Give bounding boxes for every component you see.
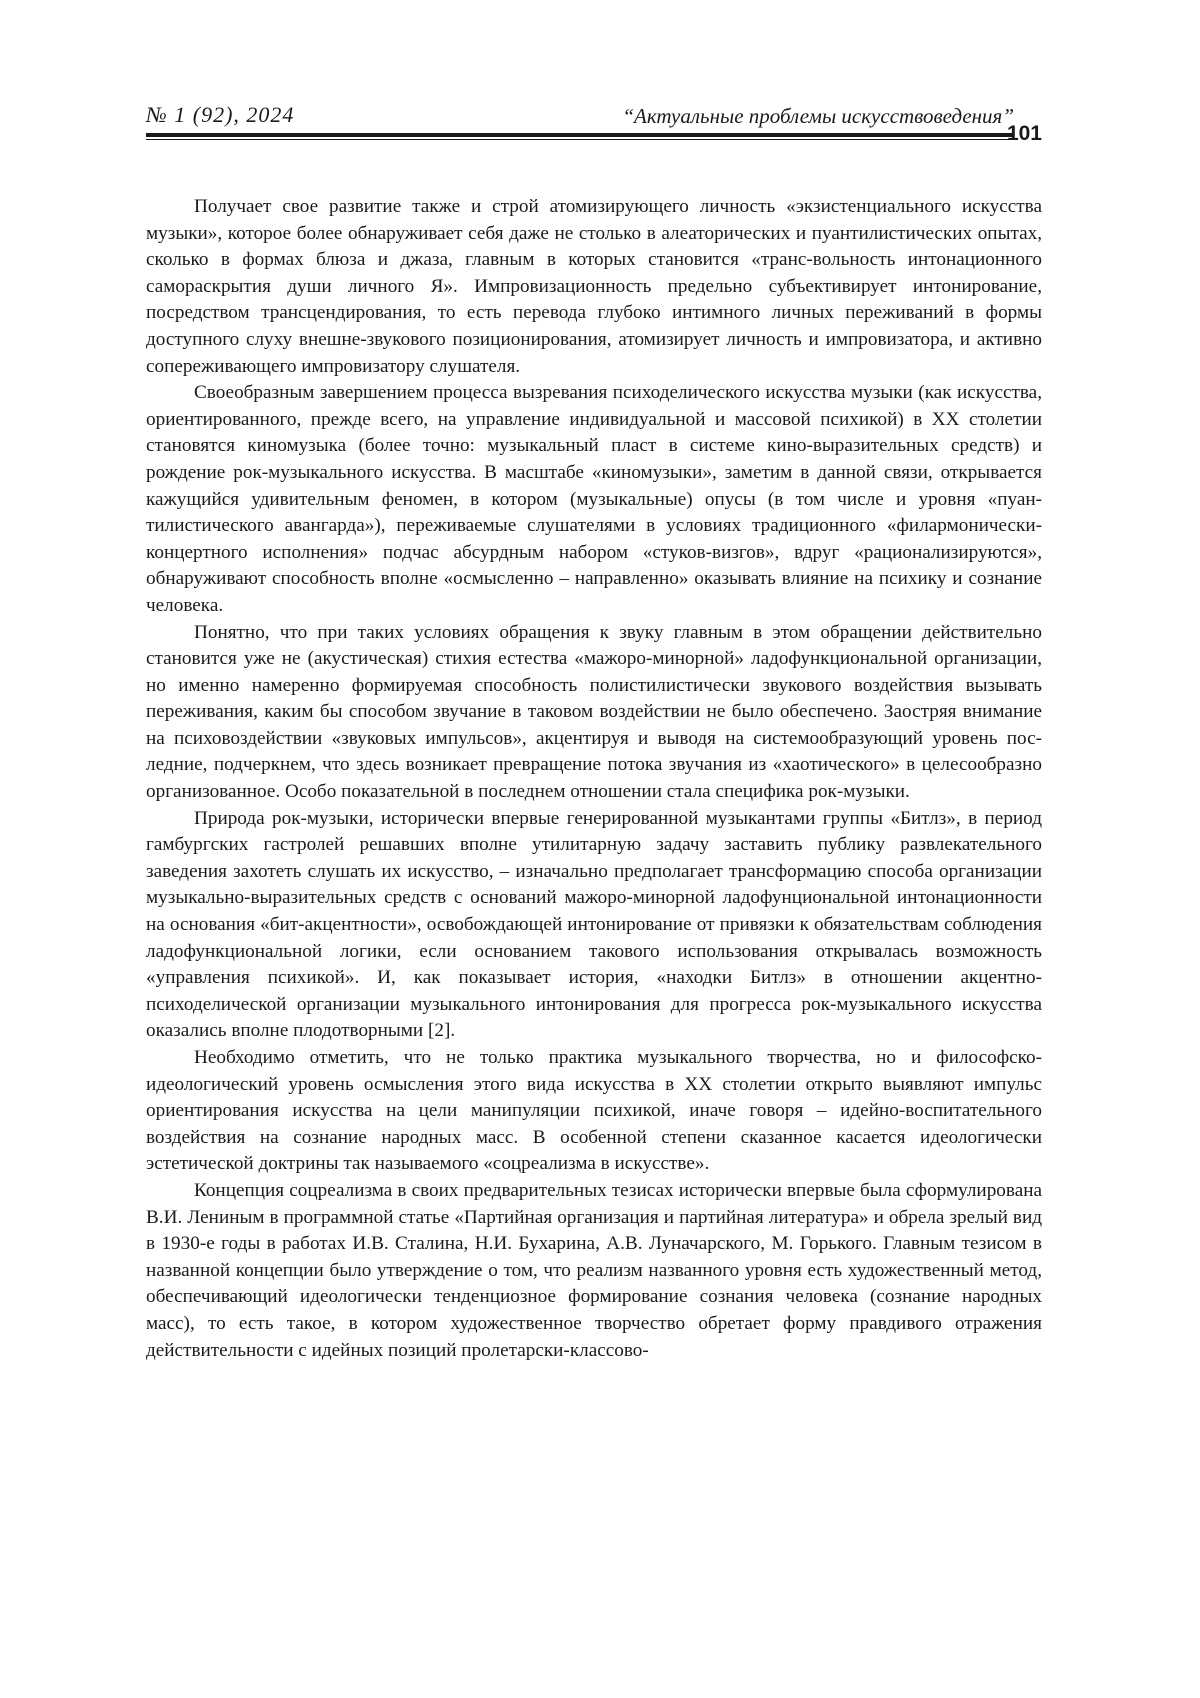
header-rule-thin xyxy=(146,139,1014,140)
paragraph-6: Концепция соцреализма в своих предварительных тезисах исторически впервые была сформулирована В.И. Лениным в программной статье «Партийная организация и партий­ная литература» и обрела зрелый вид в 1930-е годы в работах И.В. Сталина, Н.И. Бу­харина, А.В. Луначарского, М. Горького. Главным тезисом в названной концепции было утверждение о том, что реализм названного уровня есть художественный метод, обес­печивающий идеологически тенденциозное формирование сознания человека (сознание народных масс), то есть такое, в котором художественное творчество обретает форму правдивого отражения действительности с идейных позиций пролетарски-классово- xyxy=(146,1178,1042,1364)
paragraph-2: Своеобразным завершением процесса вызревания психоделического искусства музыки (как искусства, ориентированного, прежде всего, на управление индивидуальной и массовой психикой) в XX столетии становятся киномузыка (более точно: музыкаль­ный пласт в системе кино-выразительных средств) и рождение рок-музыкального ис­кусства. В масштабе «киномузыки», заметим в данной связи, открывается кажущийся удивительным феномен, в котором (музыкальные) опусы (в том числе и уровня «пуан­тилистического авангарда»), переживаемые слушателями в условиях традиционного «фи­лармонически-концертного исполнения» подчас абсурдным набором «стуков-визгов», вдруг «рационализируются», обнаруживают способность вполне «осмысленно – направленно» оказывать влияние на психику и сознание человека. xyxy=(146,380,1042,619)
paragraph-1: Получает свое развитие также и строй атомизирующего личность «экзистенциаль­ного искусства музыки», которое более обнаруживает себя даже не столько в алеато­рических и пуантилистических опытах, сколько в формах блюза и джаза, главным в ко­торых становится «транс-вольность интонационного самораскрытия души личного Я». Импровизационность предельно субъективирует интонирование, посредством трансцен­дирования, то есть перевода глубоко интимного личных переживаний в формы доступ­ного слуху внешне-звукового позиционирования, атомизирует личность и импровизатора, и активно сопереживающего импровизатору слушателя. xyxy=(146,194,1042,380)
article-body xyxy=(146,194,1042,1364)
paragraph-3: Понятно, что при таких условиях обращения к звуку главным в этом обращении действительно становится уже не (акустическая) стихия естества «мажоро-минорной» ладофункциональной организации, но именно намеренно формируемая способность по­листилистически звукового воздействия вызывать переживания, каким бы способом зву­чание в таковом воздействии не было обеспечено. Заостряя внимание на психовоздей­ствии «звуковых импульсов», акцентируя и выводя на системообразующий уровень пос­ледние, подчеркнем, что здесь возникает превращение потока звучания из «хаотиче­ского» в целесообразно организованное. Особо показательной в последнем отношении стала специфика рок-музыки. xyxy=(146,620,1042,806)
header-rule-thick xyxy=(146,133,1014,137)
paragraph-4: Природа рок-музыки, исторически впервые генерированной музыкантами группы «Битлз», в период гамбургских гастролей решавших вполне утилитарную задачу заста­вить публику развлекательного заведения захотеть слушать их искусство, – изначаль­но предполагает трансформацию способа организации музыкально-выразительных средств с оснований мажоро-минорной ладофунциональной интонационности на основа­ния «бит-акцентности», освобождающей интонирование от привязки к обязательствам соблюдения ладофункциональной логики, если основанием такового использования откры­валась возможность «управления психикой». И, как показывает история, «находки Битлз» в отношении акцентно-психоделической организации музыкального интонирования для прогресса рок-музыкального искусства оказались вполне плодотворными [2]. xyxy=(146,806,1042,1045)
journal-title: “Актуальные проблемы искусствоведения” xyxy=(622,104,1014,129)
running-header xyxy=(146,100,1042,144)
page-number: 101 xyxy=(1007,122,1042,146)
issue-number: № 1 (92), 2024 xyxy=(146,102,294,128)
paragraph-5: Необходимо отметить, что не только практика музыкального творчества, но и фи­лософско-идеологический уровень осмысления этого вида искусства в XX столетии от­крыто выявляют импульс ориентирования искусства на цели манипуляции психикой, ина­че говоря – идейно-воспитательного воздействия на сознание народных масс. В осо­бенной степени сказанное касается идеологически эстетической доктрины так называ­емого «соцреализма в искусстве». xyxy=(146,1045,1042,1178)
